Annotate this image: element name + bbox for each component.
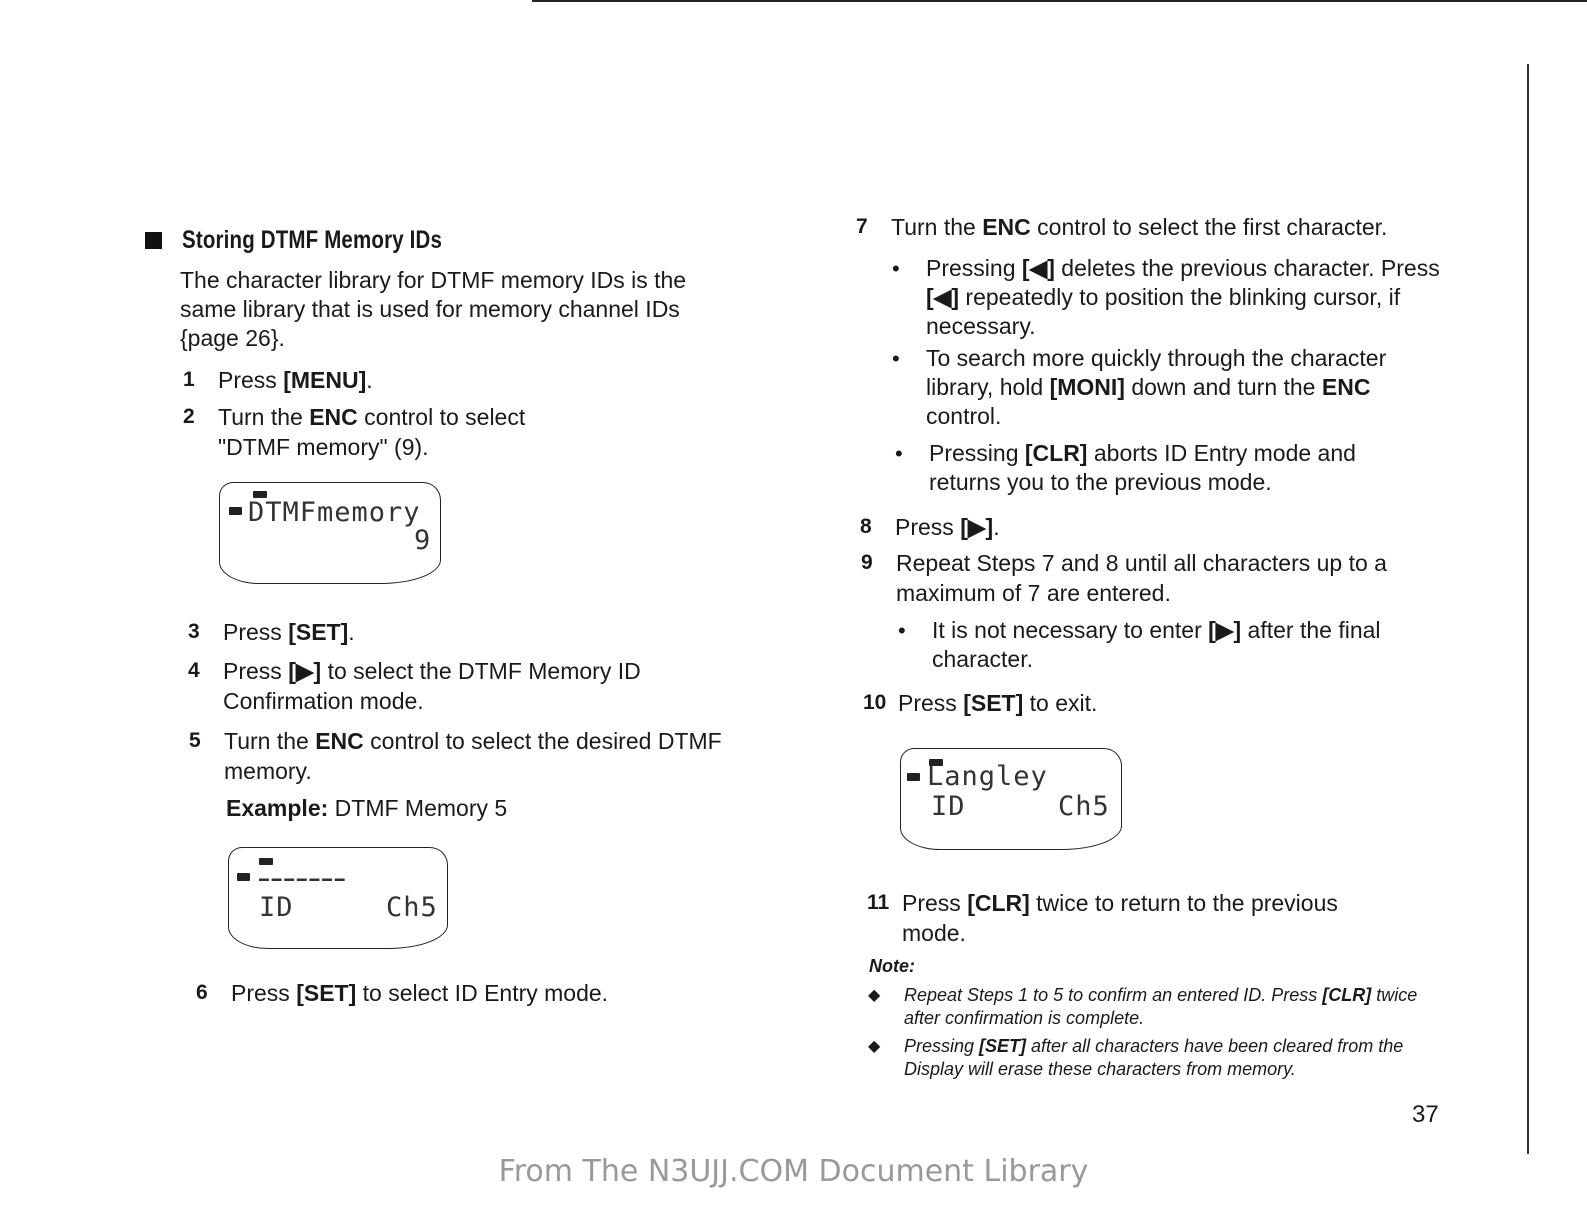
- step-7-bullet-2: • To search more quickly through the character library, hold [MONI] down and turn the ENC control.: [892, 345, 1387, 429]
- lcd-line-1: ▁▁▁▁▁▁▁: [259, 862, 348, 881]
- note-item-1: ◆ Repeat Steps 1 to 5 to confirm an entered ID. Press [CLR] twice after confirmation is complete.: [868, 985, 1418, 1028]
- lcd-line-1: DTMFmemory: [248, 497, 421, 528]
- lcd-line-1: Langley: [927, 761, 1048, 792]
- top-rule: [532, 0, 1587, 2]
- lcd-line-2-right: Ch5: [386, 892, 438, 923]
- lcd-display-dtmf-memory: [219, 482, 441, 584]
- dtmf-indicator-icon: [229, 507, 242, 515]
- right-margin-rule: [1527, 64, 1529, 1154]
- bullet-dot-icon: •: [892, 256, 900, 281]
- step-4: 4 Press [▶] to select the DTMF Memory ID Confirmation mode.: [188, 658, 641, 714]
- step-6: 6 Press [SET] to select ID Entry mode.: [196, 980, 609, 1006]
- bullet-dot-icon: •: [898, 618, 906, 643]
- step-7-bullet-3: • Pressing [CLR] aborts ID Entry mode and returns you to the previous mode.: [895, 440, 1356, 495]
- lcd-line-2-right: Ch5: [1058, 791, 1110, 822]
- dtmf-indicator-icon: [907, 773, 920, 781]
- square-bullet-icon: [145, 232, 162, 249]
- bullet-dot-icon: •: [895, 441, 903, 466]
- step-9: 9 Repeat Steps 7 and 8 until all characters up to a maximum of 7 are entered.: [861, 550, 1387, 606]
- step-8: 8 Press [▶].: [860, 514, 1000, 540]
- step-9-bullet-1: • It is not necessary to enter [▶] after the final character.: [898, 617, 1381, 672]
- diamond-bullet-icon: ◆: [868, 987, 881, 1004]
- lcd-line-2-left: ID: [931, 791, 966, 822]
- dtmf-indicator-icon: [237, 873, 250, 881]
- step-7: 7 Turn the ENC control to select the first character.: [856, 214, 1388, 240]
- section-title: Storing DTMF Memory IDs: [182, 226, 443, 254]
- step-11: 11 Press [CLR] twice to return to the previous mode.: [867, 890, 1338, 946]
- example-line: Example: DTMF Memory 5: [226, 795, 508, 821]
- step-2: 2 Turn the ENC control to select "DTMF memory" (9).: [183, 404, 526, 460]
- step-7-bullet-1: • Pressing [◀] deletes the previous character. Press [◀] repeatedly to position the blinking cursor, if necessary.: [892, 255, 1440, 339]
- section-heading: [145, 226, 499, 255]
- note-item-2: ◆ Pressing [SET] after all characters have been cleared from the Display will erase these characters from memory.: [868, 1036, 1404, 1079]
- bullet-dot-icon: •: [892, 346, 900, 371]
- step-10: 10 Press [SET] to exit.: [863, 690, 1098, 716]
- note-label: Note:: [869, 956, 915, 976]
- intro-paragraph: The character library for DTMF memory IDs is the same library that is used for memory channel IDs {page 26}.: [180, 267, 687, 351]
- lcd-display-langley: [900, 748, 1122, 850]
- lcd-line-2-left: ID: [259, 892, 294, 923]
- step-5: 5 Turn the ENC control to select the desired DTMF memory.: [189, 728, 722, 784]
- page-number: 37: [1412, 1101, 1439, 1128]
- step-3: 3 Press [SET].: [188, 619, 355, 645]
- diamond-bullet-icon: ◆: [868, 1038, 881, 1055]
- step-1: 1 Press [MENU].: [183, 367, 373, 393]
- lcd-line-2: 9: [414, 525, 432, 556]
- footer-watermark: From The N3UJJ.COM Document Library: [498, 1154, 1089, 1189]
- lcd-display-memory-5: [228, 847, 448, 949]
